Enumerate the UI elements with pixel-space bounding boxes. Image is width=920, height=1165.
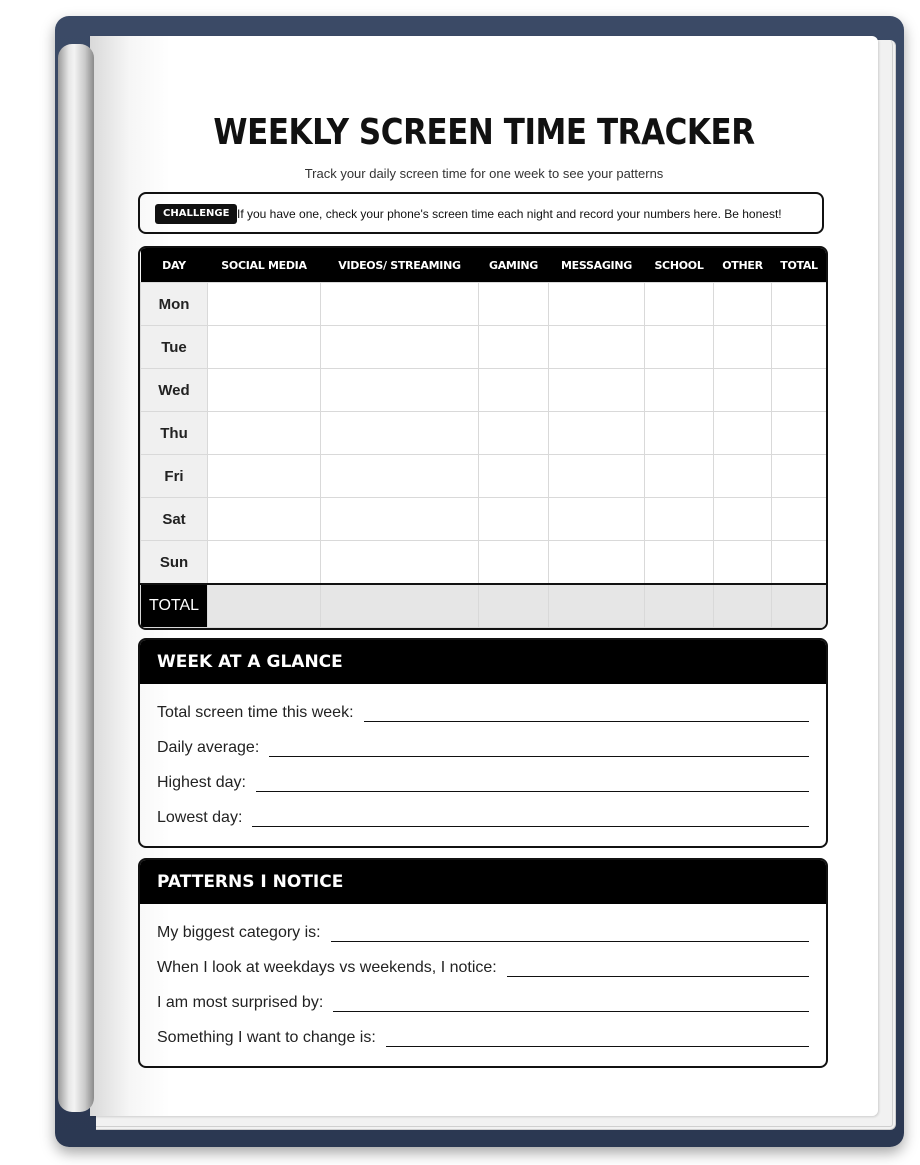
table-row	[141, 412, 827, 455]
prompt-label: My biggest category is:	[157, 924, 321, 941]
prompt-row	[157, 809, 809, 827]
table-cell[interactable]	[549, 369, 645, 412]
prompt-row	[157, 739, 809, 757]
table-cell[interactable]	[645, 283, 714, 326]
table-cell[interactable]	[479, 455, 549, 498]
prompt-label: Lowest day:	[157, 809, 243, 826]
total-cell[interactable]	[645, 584, 714, 628]
table-cell[interactable]	[208, 283, 321, 326]
page-title: WEEKLY SCREEN TIME TRACKER	[213, 112, 755, 153]
table-cell[interactable]	[772, 455, 827, 498]
table-row	[141, 455, 827, 498]
table-cell[interactable]	[714, 455, 772, 498]
table-cell[interactable]	[479, 326, 549, 369]
prompt-row	[157, 774, 809, 792]
screen-time-table	[138, 246, 828, 630]
prompt-label: Highest day:	[157, 774, 246, 791]
answer-line[interactable]	[256, 777, 809, 792]
day-label: Sun	[141, 541, 208, 585]
table-cell[interactable]	[772, 369, 827, 412]
table-row	[141, 541, 827, 585]
prompt-row	[157, 994, 809, 1012]
table-cell[interactable]	[479, 498, 549, 541]
prompt-row	[157, 704, 809, 722]
day-label: Tue	[141, 326, 208, 369]
prompt-label: Something I want to change is:	[157, 1029, 376, 1046]
table-cell[interactable]	[549, 498, 645, 541]
patterns-section	[138, 858, 828, 1068]
table-cell[interactable]	[208, 326, 321, 369]
challenge-box	[138, 192, 824, 234]
answer-line[interactable]	[252, 812, 809, 827]
section-heading: WEEK AT A GLANCE	[140, 640, 826, 684]
total-cell[interactable]	[714, 584, 772, 628]
table-cell[interactable]	[549, 455, 645, 498]
table-row	[141, 283, 827, 326]
prompt-row	[157, 959, 809, 977]
prompt-row	[157, 1029, 809, 1047]
table-cell[interactable]	[714, 412, 772, 455]
table-cell[interactable]	[321, 412, 479, 455]
total-label: TOTAL	[141, 584, 208, 628]
table-cell[interactable]	[208, 369, 321, 412]
table-cell[interactable]	[645, 455, 714, 498]
table-cell[interactable]	[479, 369, 549, 412]
column-header: TOTAL	[772, 248, 827, 283]
answer-line[interactable]	[507, 962, 809, 977]
table-cell[interactable]	[208, 455, 321, 498]
table-cell[interactable]	[772, 283, 827, 326]
table-cell[interactable]	[479, 541, 549, 585]
prompt-label: When I look at weekdays vs weekends, I notice:	[157, 959, 497, 976]
column-header: DAY	[141, 248, 208, 283]
table-cell[interactable]	[208, 541, 321, 585]
table-row	[141, 326, 827, 369]
table-cell[interactable]	[549, 541, 645, 585]
day-label: Mon	[141, 283, 208, 326]
table-row	[141, 369, 827, 412]
table-cell[interactable]	[321, 283, 479, 326]
answer-line[interactable]	[269, 742, 809, 757]
table-cell[interactable]	[208, 498, 321, 541]
table-cell[interactable]	[772, 541, 827, 585]
table-cell[interactable]	[645, 369, 714, 412]
challenge-badge: CHALLENGE	[155, 204, 237, 224]
table-cell[interactable]	[321, 541, 479, 585]
answer-line[interactable]	[386, 1032, 809, 1047]
day-label: Wed	[141, 369, 208, 412]
table-cell[interactable]	[645, 498, 714, 541]
table-cell[interactable]	[549, 283, 645, 326]
table-cell[interactable]	[772, 498, 827, 541]
column-header: OTHER	[714, 248, 772, 283]
total-cell[interactable]	[549, 584, 645, 628]
table-cell[interactable]	[321, 326, 479, 369]
table-cell[interactable]	[645, 412, 714, 455]
total-cell[interactable]	[208, 584, 321, 628]
column-header: VIDEOS/ STREAMING	[321, 248, 479, 283]
week-at-a-glance-section	[138, 638, 828, 848]
table-cell[interactable]	[714, 369, 772, 412]
day-label: Thu	[141, 412, 208, 455]
column-header: MESSAGING	[549, 248, 645, 283]
answer-line[interactable]	[331, 927, 809, 942]
day-label: Sat	[141, 498, 208, 541]
table-cell[interactable]	[714, 498, 772, 541]
total-cell[interactable]	[479, 584, 549, 628]
table-cell[interactable]	[549, 326, 645, 369]
answer-line[interactable]	[364, 707, 809, 722]
prompt-row	[157, 924, 809, 942]
table-row	[141, 498, 827, 541]
table-cell[interactable]	[645, 326, 714, 369]
table-header-row	[141, 248, 827, 283]
column-header: SOCIAL MEDIA	[208, 248, 321, 283]
challenge-text: If you have one, check your phone's screen time each night and record your numbers here. Be honest!	[237, 207, 782, 221]
table-cell[interactable]	[772, 326, 827, 369]
total-cell[interactable]	[772, 584, 827, 628]
answer-line[interactable]	[333, 997, 809, 1012]
prompt-label: I am most surprised by:	[157, 994, 324, 1011]
table-cell[interactable]	[714, 541, 772, 585]
day-label: Fri	[141, 455, 208, 498]
prompt-label: Daily average:	[157, 739, 260, 756]
table-cell[interactable]	[321, 369, 479, 412]
section-heading: PATTERNS I NOTICE	[140, 860, 826, 904]
book-spine	[58, 44, 94, 1112]
page-subtitle: Track your daily screen time for one week to see your patterns	[304, 166, 664, 181]
table-cell[interactable]	[321, 455, 479, 498]
table-cell[interactable]	[772, 412, 827, 455]
table-cell[interactable]	[208, 412, 321, 455]
prompt-label: Total screen time this week:	[157, 704, 354, 721]
table-cell[interactable]	[321, 498, 479, 541]
table-cell[interactable]	[645, 541, 714, 585]
table-cell[interactable]	[714, 283, 772, 326]
total-row	[141, 584, 827, 628]
table-cell[interactable]	[549, 412, 645, 455]
total-cell[interactable]	[321, 584, 479, 628]
table-cell[interactable]	[714, 326, 772, 369]
table-cell[interactable]	[479, 283, 549, 326]
column-header: GAMING	[479, 248, 549, 283]
table-cell[interactable]	[479, 412, 549, 455]
column-header: SCHOOL	[645, 248, 714, 283]
